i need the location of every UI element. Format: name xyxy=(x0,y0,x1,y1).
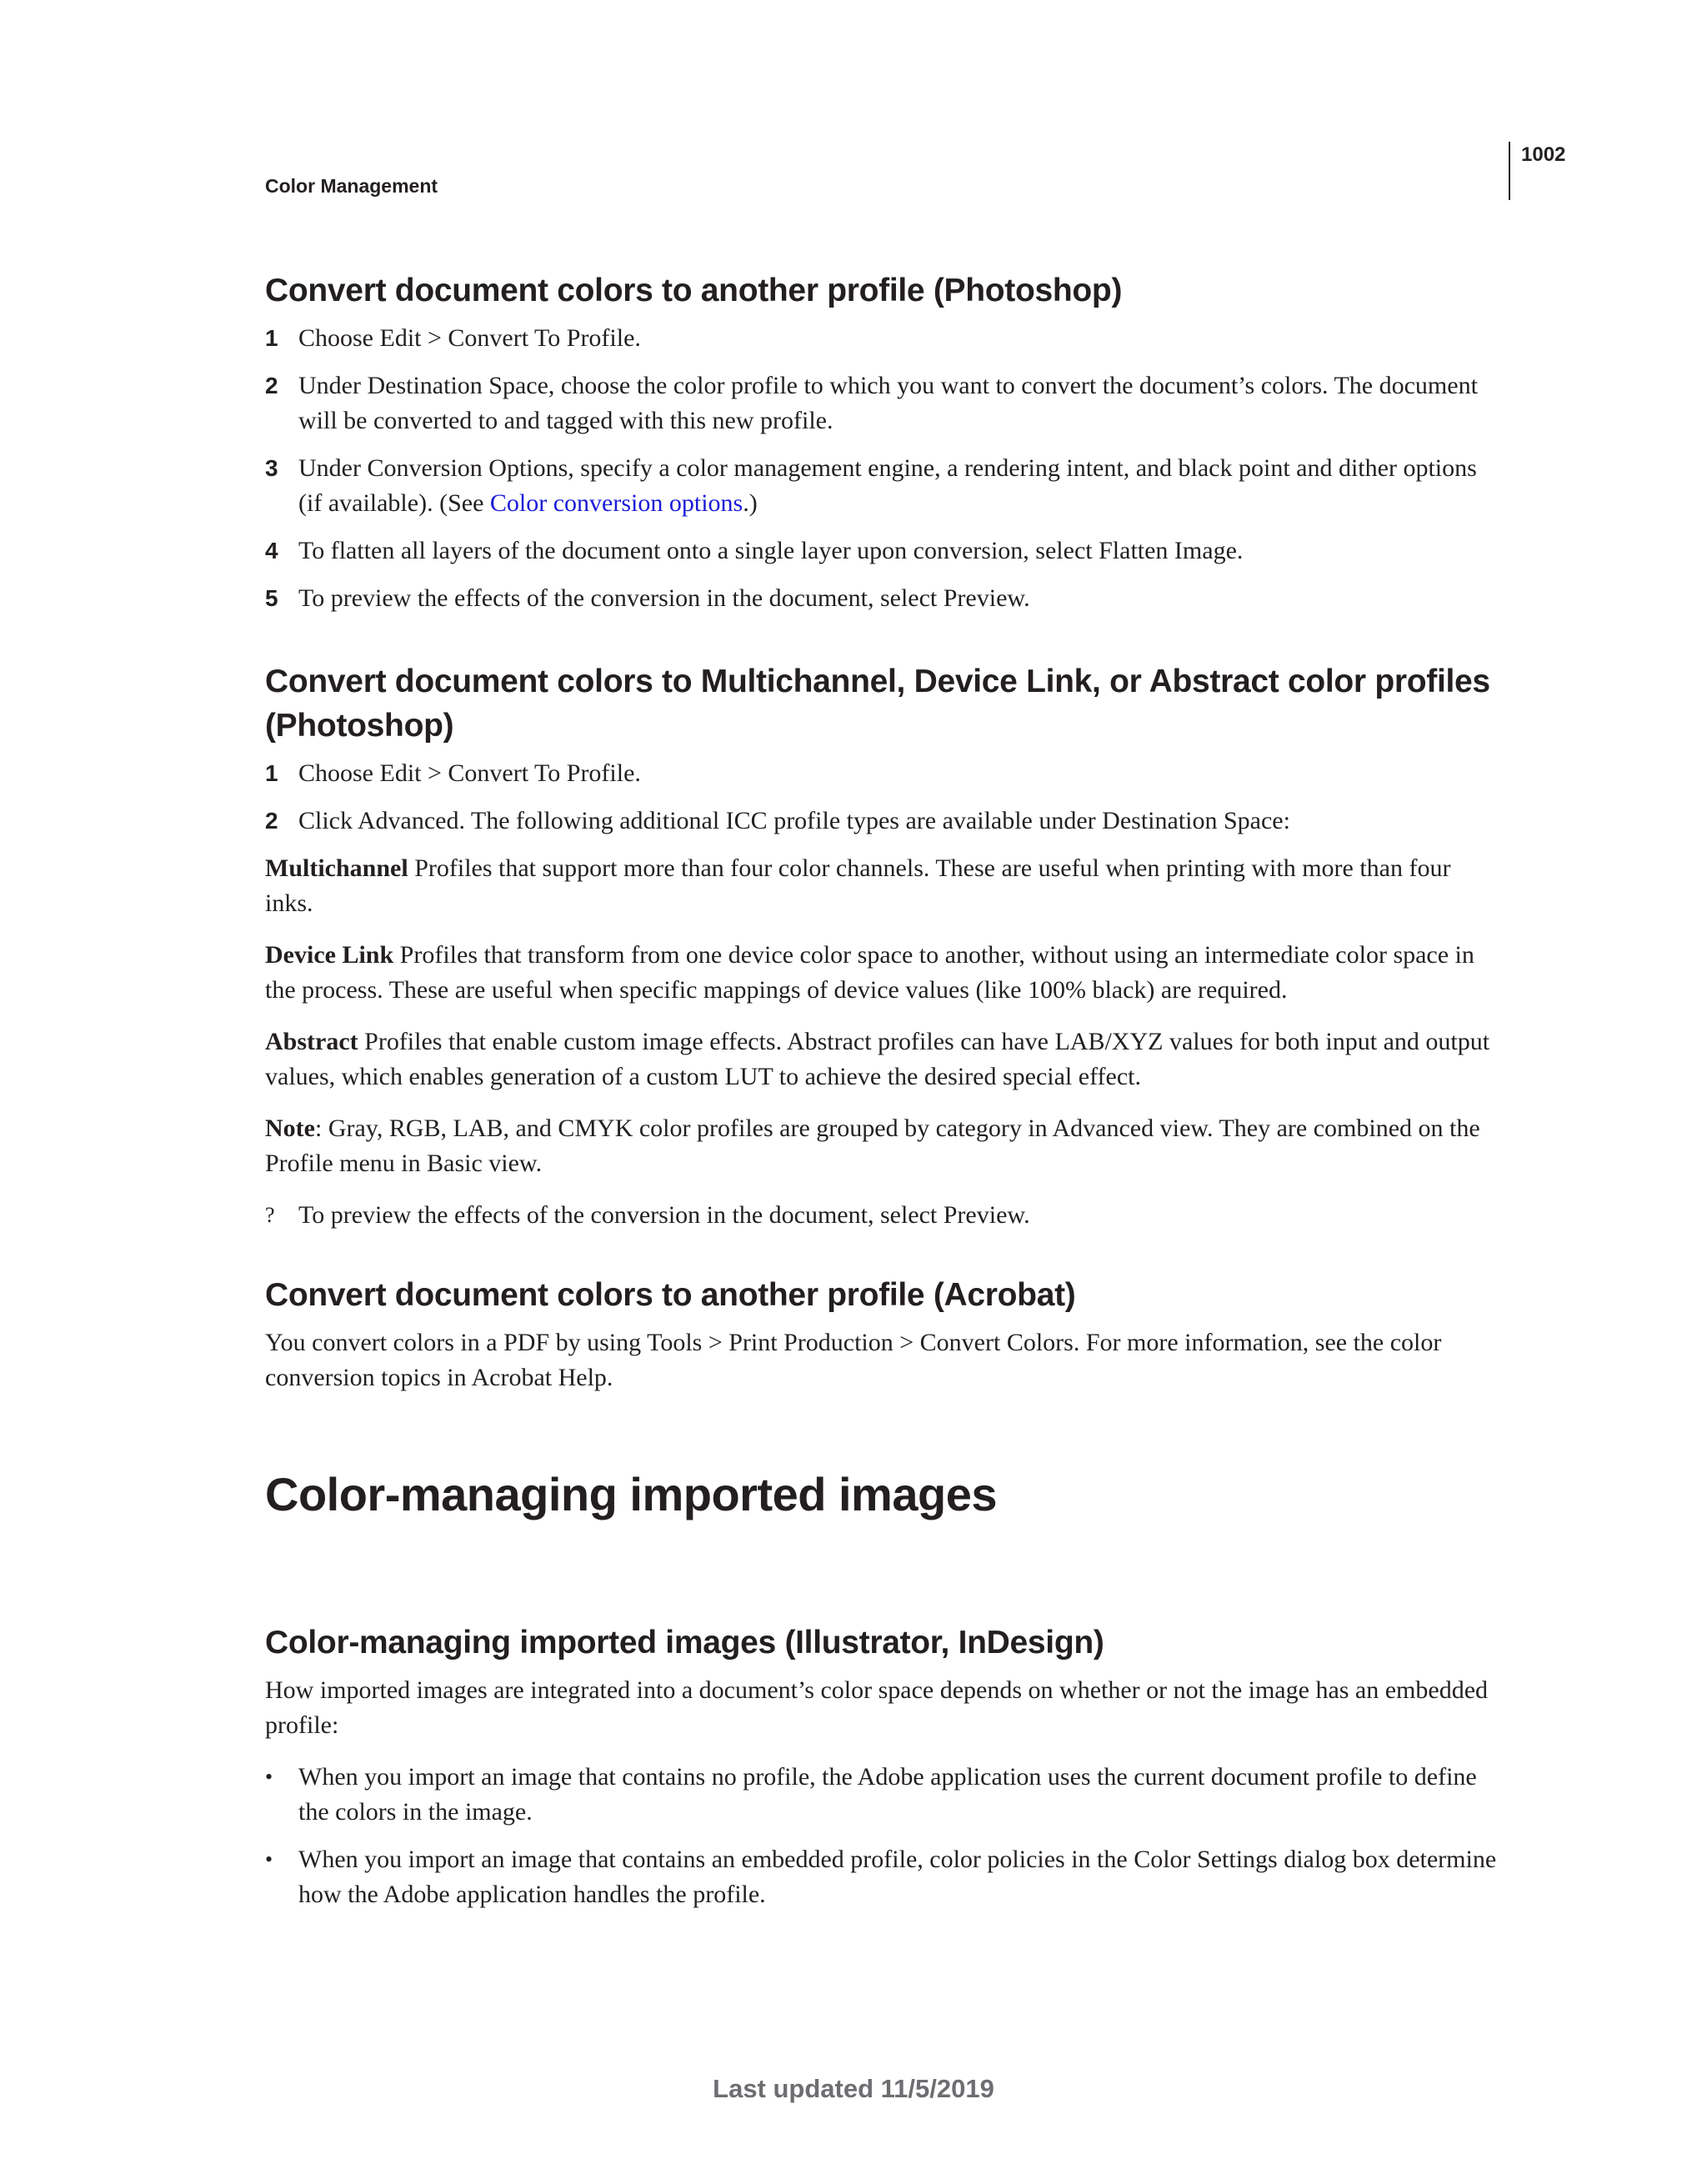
imported-images-body: How imported images are integrated into a document’s color space depends on whether or not the image has an embedded profile: xyxy=(265,1676,1489,1739)
list-item xyxy=(265,1760,1502,1830)
color-conversion-options-link[interactable]: Color conversion options xyxy=(489,489,743,517)
step-number: 1 xyxy=(265,325,278,351)
running-head: Color Management xyxy=(265,175,438,197)
step-text: Click Advanced. The following additional ICC profile types are available under Destination Space: xyxy=(298,807,1290,834)
step-text-after-link: .) xyxy=(743,489,758,517)
bullet-marker: • xyxy=(265,1765,273,1789)
page-content xyxy=(265,268,1502,1925)
step-text: Choose Edit > Convert To Profile. xyxy=(298,324,641,352)
step-text: Choose Edit > Convert To Profile. xyxy=(298,759,641,787)
step-number: 2 xyxy=(265,373,278,398)
definition-term: Abstract xyxy=(265,1028,358,1055)
step-text: To flatten all layers of the document onto a single layer upon conversion, select Flatten Image. xyxy=(298,537,1244,564)
header-rule xyxy=(1509,142,1510,200)
bullet-marker: • xyxy=(265,1847,273,1871)
step-item xyxy=(265,368,1502,438)
step-item xyxy=(265,756,1502,791)
step-text xyxy=(298,451,1502,521)
step-item xyxy=(265,533,1502,569)
step-marker: ? xyxy=(265,1203,275,1227)
definition-term: Multichannel xyxy=(265,854,408,882)
definition-text: Profiles that support more than four color channels. These are useful when printing with more than four inks. xyxy=(265,854,1451,917)
step-text-before-link: Under Conversion Options, specify a color management engine, a rendering intent, and black point and dither options (if available). (See xyxy=(298,454,1477,517)
step-item xyxy=(265,1198,1502,1233)
step-number: 1 xyxy=(265,760,278,786)
step-item xyxy=(265,581,1502,616)
step-number: 2 xyxy=(265,808,278,834)
footer-last-updated: Last updated 11/5/2019 xyxy=(713,2074,994,2103)
step-item xyxy=(265,804,1502,839)
page-number: 1002 xyxy=(1521,143,1566,166)
step-text: To preview the effects of the conversion in the document, select Preview. xyxy=(298,584,1030,612)
note-text: : Gray, RGB, LAB, and CMYK color profiles are grouped by category in Advanced view. They are combined on the Profile menu in Basic view. xyxy=(265,1115,1480,1177)
chapter-title: Color-managing imported images xyxy=(265,1468,997,1520)
bullet-text: When you import an image that contains an embedded profile, color policies in the Color Settings dialog box determine how the Adobe application handles the profile. xyxy=(298,1846,1497,1908)
section-title-imported-images: Color-managing imported images (Illustrator, InDesign) xyxy=(265,1625,1104,1661)
step-item xyxy=(265,321,1502,356)
definition-device-link xyxy=(265,938,1502,1008)
step-number: 5 xyxy=(265,585,278,611)
definition-multichannel xyxy=(265,851,1502,921)
list-item xyxy=(265,1842,1502,1912)
step-number: 3 xyxy=(265,455,278,481)
definition-text: Profiles that transform from one device color space to another, without using an intermediate color space in the process. These are useful when specific mappings of device values (like 100% black) are required. xyxy=(265,941,1474,1004)
bullet-text: When you import an image that contains no profile, the Adobe application uses the current document profile to define the colors in the image. xyxy=(298,1763,1477,1826)
definition-abstract xyxy=(265,1024,1502,1095)
step-item xyxy=(265,451,1502,521)
step-text: To preview the effects of the conversion in the document, select Preview. xyxy=(298,1201,1030,1229)
section-title-photoshop: Convert document colors to another profile (Photoshop) xyxy=(265,273,1123,308)
section-title-multichannel: Convert document colors to Multichannel, Device Link, or Abstract color profiles (Photoshop) xyxy=(265,664,1490,744)
note-label: Note xyxy=(265,1115,315,1142)
definition-term: Device Link xyxy=(265,941,394,969)
acrobat-body: You convert colors in a PDF by using Tools > Print Production > Convert Colors. For more information, see the color conversion topics in Acrobat Help. xyxy=(265,1329,1442,1391)
note-paragraph xyxy=(265,1111,1502,1181)
section-title-acrobat: Convert document colors to another profile (Acrobat) xyxy=(265,1277,1076,1313)
step-text: Under Destination Space, choose the color profile to which you want to convert the document’s colors. The document will be converted to and tagged with this new profile. xyxy=(298,372,1478,434)
step-number: 4 xyxy=(265,538,278,564)
definition-text: Profiles that enable custom image effects. Abstract profiles can have LAB/XYZ values for both input and output values, which enables generation of a custom LUT to achieve the desired special effect. xyxy=(265,1028,1490,1090)
